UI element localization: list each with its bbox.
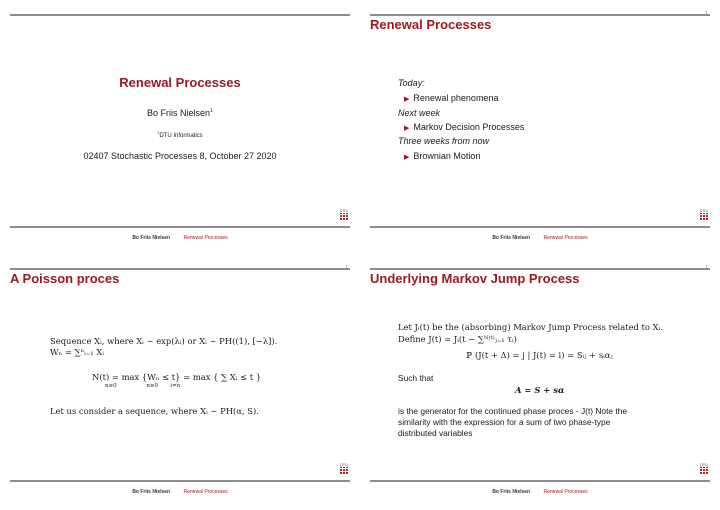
today-label: Today: (398, 78, 425, 88)
course-date: 02407 Stochastic Processes 8, October 27 2020 (83, 151, 277, 161)
list-item (404, 122, 524, 134)
footer (10, 235, 350, 242)
next-week-label: Next week (398, 108, 441, 118)
generator-note-line1: is the generator for the continued phase proces - J(t) Note the (398, 406, 628, 416)
list-item (404, 93, 498, 105)
footer (370, 235, 710, 242)
slide-heading: A Poisson proces (10, 271, 120, 286)
logo-lettering: DTU (699, 208, 709, 213)
page-mark: 1 (705, 265, 708, 271)
generator-note-line2: similarity with the expression for a sum of two phase-type (398, 417, 611, 427)
j-definition: Define J(t) = Jᵢ(t − ∑ᴺ⁽ᵗ⁾ⱼ₌₁ τᵢ) (398, 334, 517, 344)
presentation-title: Renewal Processes (119, 75, 241, 90)
bottom-rule (370, 226, 710, 228)
slide-title (10, 8, 350, 243)
footer-title: Renewal Processes (543, 235, 588, 241)
slide-agenda (370, 8, 710, 243)
page-mark: 1 (345, 265, 348, 271)
mjp-definition: Let Jᵢ(t) be the (absorbing) Markov Jump Process related to Xᵢ. (398, 322, 663, 332)
n-definition-subscripts: n≥0 n≥0 i=n (105, 383, 181, 389)
logo-grid (700, 213, 708, 220)
slide-poisson (10, 262, 350, 497)
slide-markov-jump (370, 262, 710, 497)
list-item-text: Renewal phenomena (413, 93, 499, 103)
top-rule (370, 14, 710, 16)
dtu-logo (699, 208, 709, 222)
institution-text: DTU Informatics (159, 133, 203, 139)
slide-heading: Renewal Processes (370, 17, 492, 32)
logo-lettering: DTU (699, 462, 709, 467)
logo-grid (340, 213, 348, 220)
page-mark: 1 (705, 11, 708, 17)
top-rule (10, 14, 350, 16)
transition-probability: ℙ (J(t + Δ) = j | J(t) = i) = Sᵢⱼ + sᵢαⱼ (466, 350, 613, 360)
bottom-rule (10, 226, 350, 228)
bottom-rule (10, 480, 350, 482)
slide-heading: Underlying Markov Jump Process (370, 271, 580, 286)
institution-mark: 1 (157, 131, 160, 135)
footer (10, 489, 350, 496)
bottom-rule (370, 480, 710, 482)
footer-author: Bo Friis Nielsen (132, 235, 171, 241)
generator-note-line3: distributed variables (398, 428, 473, 438)
n-definition: N(t) = max {Wₙ ≤ t} = max { ∑ Xᵢ ≤ t } (92, 372, 262, 382)
footer-title: Renewal Processes (183, 489, 228, 495)
generator-equation: A = S + sα (515, 385, 565, 395)
list-item-text: Brownian Motion (413, 151, 481, 161)
dtu-logo (339, 208, 349, 222)
sequence-definition: Sequence Xᵢ, where Xᵢ ∼ exp(λᵢ) or Xᵢ ∼ PH((1), [−λ]). (50, 336, 278, 346)
logo-grid (340, 467, 348, 474)
footer-author: Bo Friis Nielsen (132, 489, 171, 495)
logo-lettering: DTU (339, 462, 349, 467)
list-item (404, 151, 480, 163)
dtu-logo (699, 462, 709, 476)
dtu-logo (339, 462, 349, 476)
w-definition: Wₙ = ∑ⁿᵢ₌₁ Xᵢ (50, 347, 104, 357)
such-that-text: Such that (398, 373, 434, 383)
logo-grid (700, 467, 708, 474)
top-rule (370, 268, 710, 270)
institution (10, 131, 350, 139)
bullet-triangle-icon: ▶ (404, 96, 410, 103)
footer-author: Bo Friis Nielsen (492, 235, 531, 241)
footer-title: Renewal Processes (183, 235, 228, 241)
bullet-triangle-icon: ▶ (404, 154, 410, 161)
three-weeks-label: Three weeks from now (398, 136, 490, 146)
author-affiliation-mark: 1 (210, 108, 214, 114)
list-item-text: Markov Decision Processes (413, 122, 525, 132)
ph-sequence: Let us consider a sequence, where Xᵢ ∼ PH(α, S). (50, 406, 259, 416)
footer-title: Renewal Processes (543, 489, 588, 495)
footer-author: Bo Friis Nielsen (492, 489, 531, 495)
author-name (10, 108, 350, 118)
bullet-triangle-icon: ▶ (404, 125, 410, 132)
logo-lettering: DTU (339, 208, 349, 213)
author-text: Bo Friis Nielsen (146, 108, 211, 118)
footer (370, 489, 710, 496)
top-rule (10, 268, 350, 270)
